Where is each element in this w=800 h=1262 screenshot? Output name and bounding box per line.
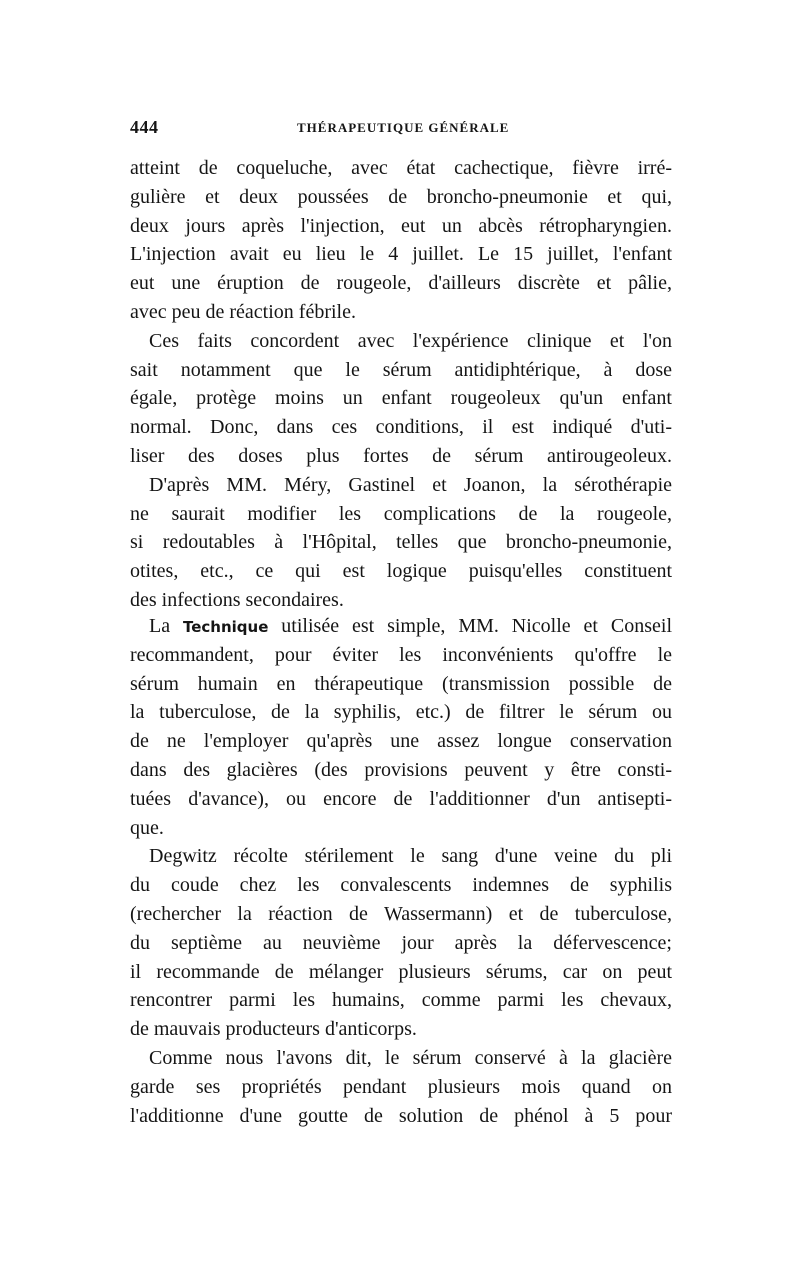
- text-line: de ne l'employer qu'après une assez longue conservation: [130, 730, 672, 753]
- text-line: il recommande de mélanger plusieurs sérums, car on peut: [130, 960, 672, 983]
- text-line: L'injection avait eu lieu le 4 juillet. Le 15 juillet, l'enfant: [130, 243, 672, 266]
- text-line: eut une éruption de rougeole, d'ailleurs discrète et pâlie,: [130, 272, 672, 295]
- text-line: liser des doses plus fortes de sérum antirougeoleux.: [130, 444, 672, 467]
- text-line: si redoutables à l'Hôpital, telles que broncho-pneumonie,: [130, 531, 672, 554]
- technique-heading-line: [130, 612, 672, 641]
- text-line: sait notamment que le sérum antidiphtérique, à dose: [130, 358, 672, 381]
- text-line: l'additionne d'une goutte de solution de phénol à 5 pour: [130, 1104, 672, 1127]
- text-block-2: [130, 612, 672, 1130]
- text-line: garde ses propriétés pendant plusieurs mois quand on: [130, 1075, 672, 1098]
- text-line: ne saurait modifier les complications de la rougeole,: [130, 502, 672, 525]
- book-page: [130, 0, 672, 1262]
- text-line: (rechercher la réaction de Wassermann) et de tuberculose,: [130, 902, 672, 925]
- text-line: Comme nous l'avons dit, le sérum conservé à la glacière: [149, 1046, 672, 1069]
- text-line: des infections secondaires.: [130, 588, 344, 611]
- section-heading: Technique: [183, 618, 269, 636]
- text-line: atteint de coqueluche, avec état cachectique, fièvre irré-: [130, 157, 672, 179]
- text-line: deux jours après l'injection, eut un abcès rétropharyngien.: [130, 214, 672, 237]
- text-line: égale, protège moins un enfant rougeoleux qu'un enfant: [130, 387, 672, 410]
- text-line: recommandent, pour éviter les inconvénients qu'offre le: [130, 643, 672, 666]
- text-line: D'après MM. Méry, Gastinel et Joanon, la sérothérapie: [149, 473, 672, 496]
- text-line: que.: [130, 816, 164, 839]
- text-block-1: [130, 154, 672, 615]
- running-title: THÉRAPEUTIQUE GÉNÉRALE: [297, 120, 510, 135]
- text-line: rencontrer parmi les humains, comme parmi les chevaux,: [130, 989, 672, 1012]
- text-line: avec peu de réaction fébrile.: [130, 300, 356, 323]
- page-number: 444: [130, 117, 159, 137]
- text-line: la tuberculose, de la syphilis, etc.) de filtrer le sérum ou: [130, 701, 672, 724]
- line-prefix: La: [149, 615, 183, 637]
- text-line: du coude chez les convalescents indemnes de syphilis: [130, 874, 672, 897]
- line-rest: utilisée est simple, MM. Nicolle et Conseil: [268, 615, 672, 637]
- text-line: Degwitz récolte stérilement le sang d'une veine du pli: [149, 845, 672, 868]
- page-header: [130, 117, 672, 139]
- text-line: gulière et deux poussées de broncho-pneumonie et qui,: [130, 185, 672, 208]
- text-line: de mauvais producteurs d'anticorps.: [130, 1018, 417, 1041]
- text-line: otites, etc., ce qui est logique puisqu'elles constituent: [130, 560, 672, 583]
- text-line: tuées d'avance), ou encore de l'additionner d'un antisepti-: [130, 787, 672, 810]
- text-line: Ces faits concordent avec l'expérience clinique et l'on: [149, 329, 672, 352]
- text-line: normal. Donc, dans ces conditions, il est indiqué d'uti-: [130, 416, 672, 439]
- text-line: sérum humain en thérapeutique (transmission possible de: [130, 672, 672, 695]
- text-line: dans des glacières (des provisions peuvent y être consti-: [130, 758, 672, 781]
- text-line: du septième au neuvième jour après la défervescence;: [130, 931, 672, 954]
